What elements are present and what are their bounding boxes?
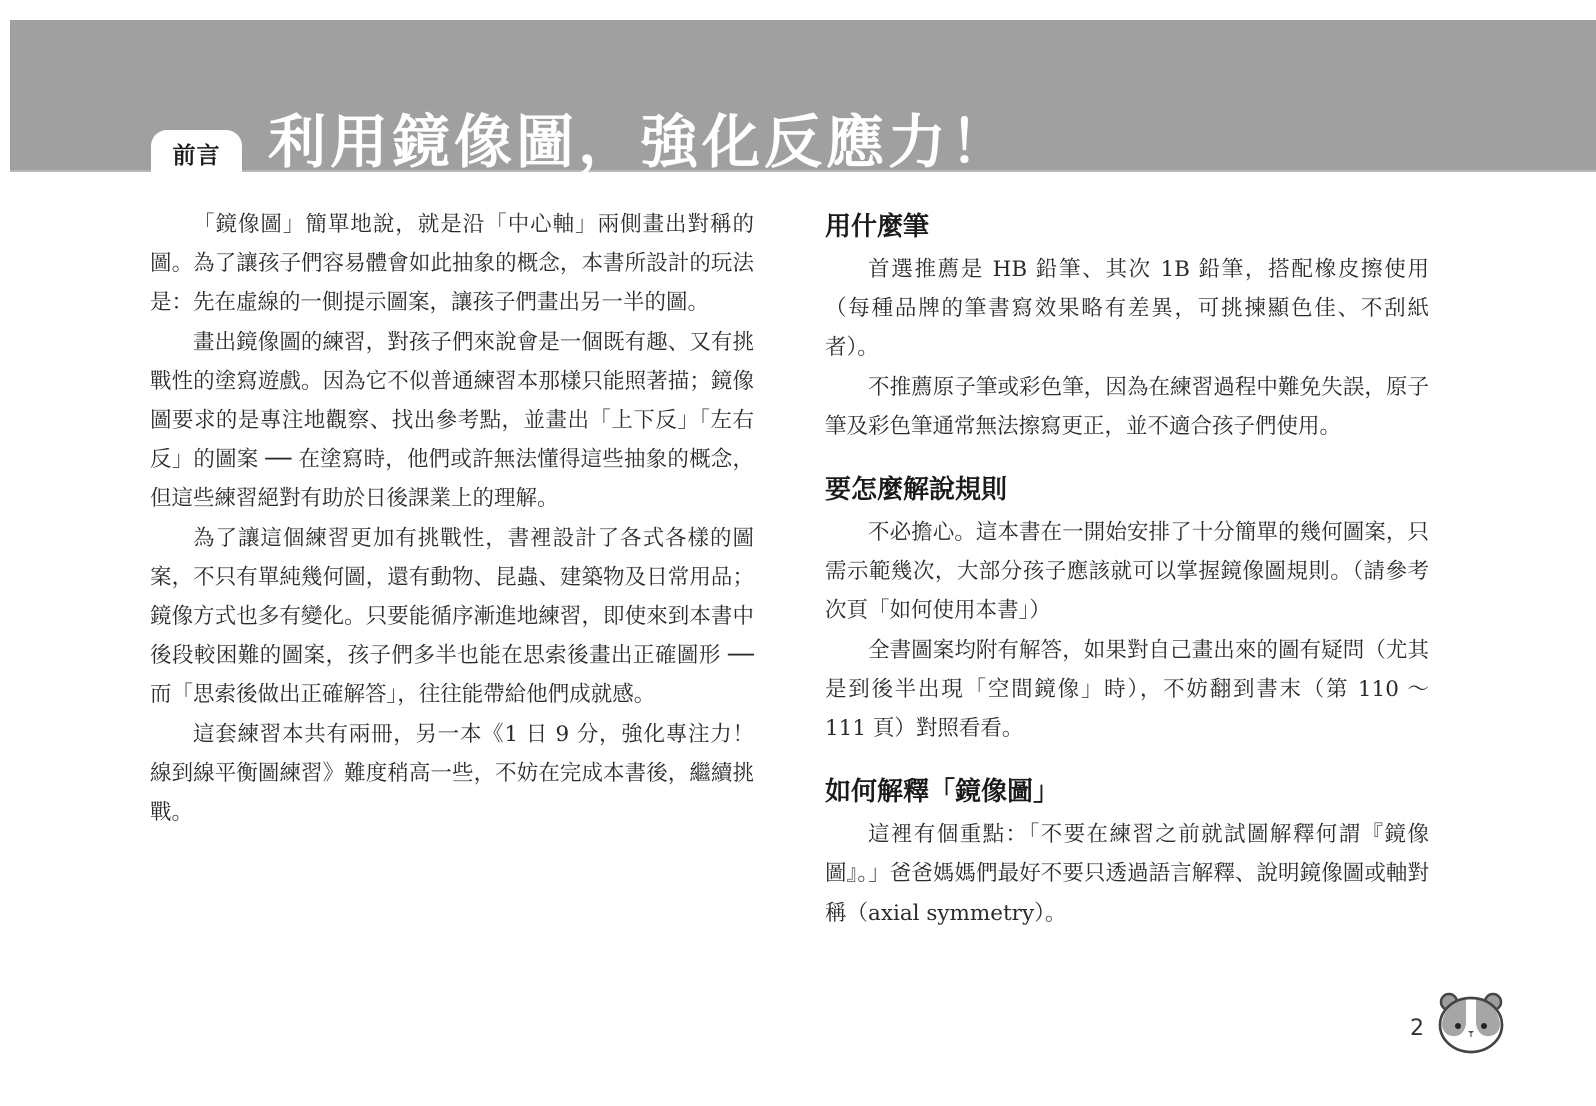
section-tab-preface bbox=[151, 130, 242, 174]
section-heading: 要怎麼解說規則 bbox=[825, 475, 1008, 506]
section-explain-mirror-image bbox=[825, 770, 1429, 933]
hamster-face-icon bbox=[1436, 988, 1506, 1054]
section-heading: 用什麼筆 bbox=[825, 212, 930, 242]
right-column bbox=[825, 205, 1429, 955]
paragraph: 這套練習本共有兩冊，另一本《1 日 9 分，強化專注力！線到線平衡圖練習》難度稍高一些，不妨在完成本書後，繼續挑戰。 bbox=[150, 721, 754, 826]
section-tab-label: 前言 bbox=[172, 142, 221, 169]
paragraph: 為了讓這個練習更加有挑戰性，書裡設計了各式各樣的圖案，不只有單純幾何圖，還有動物、昆蟲、建築物及日常用品；鏡像方式也多有變化。只要能循序漸進地練習，即使來到本書中後段較困難的圖案，孩子們多半也能在思索後畫出正確圖形 ── 而「思索後做出正確解答」，往往能帶給他們成就感。 bbox=[150, 525, 754, 708]
paragraph: 首選推薦是 HB 鉛筆、其次 1B 鉛筆，搭配橡皮擦使用（每種品牌的筆書寫效果略有差異，可挑揀顯色佳、不刮紙者）。 bbox=[825, 257, 1429, 361]
paragraph: 全書圖案均附有解答，如果對自己畫出來的圖有疑問（尤其是到後半出現「空間鏡像」時），不妨翻到書末（第 110 ～ 111 頁）對照看看。 bbox=[825, 637, 1429, 742]
section-which-pen bbox=[825, 205, 1429, 446]
paragraph: 「鏡像圖」簡單地說，就是沿「中心軸」兩側畫出對稱的圖。為了讓孩子們容易體會如此抽象的概念，本書所設計的玩法是：先在虛線的一側提示圖案，讓孩子們畫出另一半的圖。 bbox=[150, 212, 754, 316]
section-explain-rules bbox=[825, 468, 1429, 748]
paragraph: 這裡有個重點：「不要在練習之前就試圖解釋何謂『鏡像圖』。」爸爸媽媽們最好不要只透過語言解釋、說明鏡像圖或軸對稱（axial symmetry）。 bbox=[825, 822, 1429, 926]
page-number: 2 bbox=[1410, 1016, 1424, 1041]
paragraph: 畫出鏡像圖的練習，對孩子們來說會是一個既有趣、又有挑戰性的塗寫遊戲。因為它不似普通練習本那樣只能照著描；鏡像圖要求的是專注地觀察、找出參考點，並畫出「上下反」「左右反」的圖案 ── 在塗寫時，他們或許無法懂得這些抽象的概念，但這些練習絕對有助於日後課業上的理解。 bbox=[150, 329, 754, 512]
paragraph: 不必擔心。這本書在一開始安排了十分簡單的幾何圖案，只需示範幾次，大部分孩子應該就可以掌握鏡像圖規則。（請參考次頁「如何使用本書」） bbox=[825, 520, 1429, 624]
left-column bbox=[150, 205, 754, 832]
page-title: 利用鏡像圖，強化反應力！ bbox=[268, 108, 1013, 176]
paragraph: 不推薦原子筆或彩色筆，因為在練習過程中難免失誤，原子筆及彩色筆通常無法擦寫更正，並不適合孩子們使用。 bbox=[825, 374, 1429, 439]
section-heading: 如何解釋「鏡像圖」 bbox=[825, 777, 1060, 808]
